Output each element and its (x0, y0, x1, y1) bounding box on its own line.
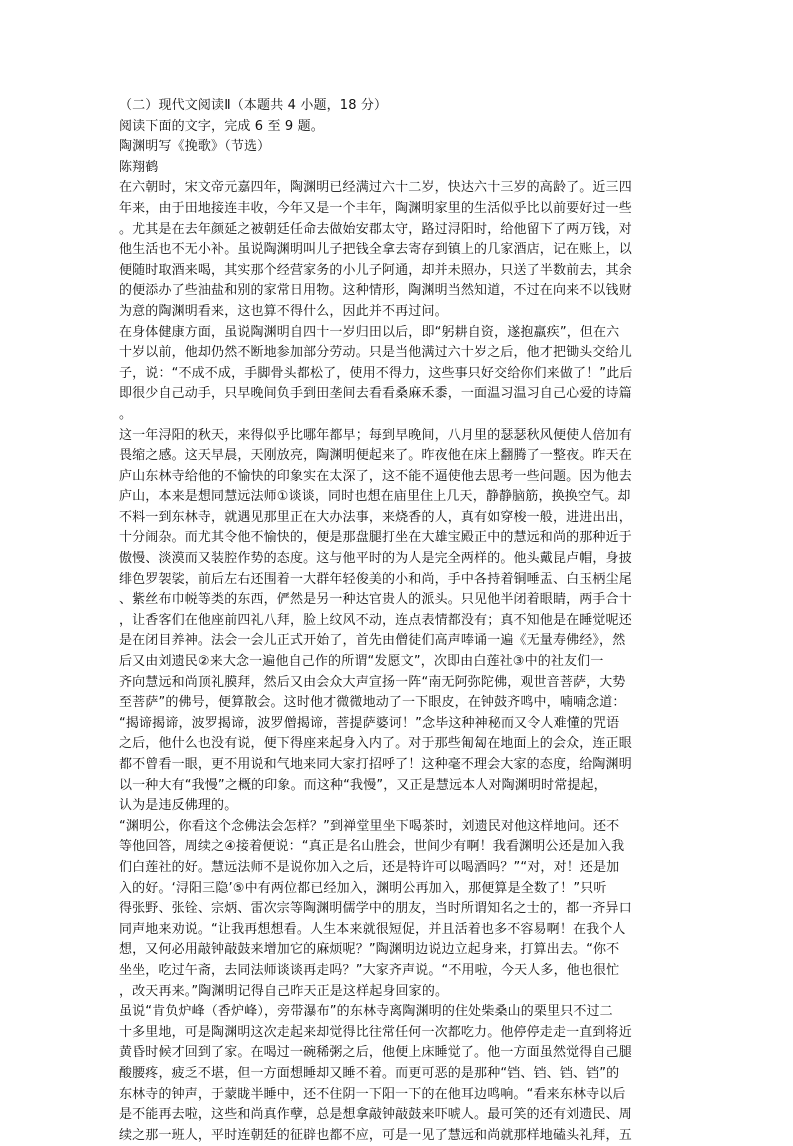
text-line: 们白莲社的好。慧远法师不是说你加入之后，还是特许可以喝酒吗？”“对，对！还是加 (119, 859, 620, 875)
paragraph (119, 817, 675, 1002)
text-line: 是在闭目养神。法会一会儿正式开始了，首先由僧徒们高声唪诵一遍《无量寿佛经》，然 (119, 633, 626, 649)
text-line: 后又由刘遗民②来大念一遍他自己作的所谓“发愿文”，次即由白莲社③中的社友们一 (119, 654, 604, 670)
article-body (119, 178, 675, 1146)
text-line: 、紫丝布巾帨等类的东西，俨然是另一种达官贵人的派头。只见他半闭着眼睛，两手合十 (119, 592, 632, 608)
article-title: 陶渊明写《挽歌》（节选） (119, 139, 271, 155)
text-line: ，改天再来。”陶渊明记得自己昨天正是这样起身回家的。 (119, 983, 449, 999)
text-line: 齐向慧远和尚顶礼膜拜，然后又由会众大声宣扬一阵“南无阿弥陀佛，观世音菩萨，大势 (119, 674, 626, 690)
text-line: 即很少自己动手，只早晚间负手到田垄间去看看桑麻禾黍，一面温习温习自己心爱的诗篇 (119, 386, 632, 402)
text-line: 在身体健康方面，虽说陶渊明自四十一岁归田以后，即“躬耕自资，遂抱羸疾”，但在六 (119, 324, 620, 340)
text-line: 庐山东林寺给他的不愉快的印象实在太深了，这不能不逼使他去思考一些问题。因为他去 (119, 468, 632, 484)
text-line: 东林寺的钟声，于蒙眬半睡中，还不住阴一下阳一下的在他耳边鸣响。“看来东林寺以后 (119, 1086, 626, 1102)
text-line: 认为是违反佛理的。 (119, 798, 238, 814)
text-line: 之后，他什么也没有说，便下得座来起身入内了。对于那些匍匐在地面上的会众，连正眼 (119, 736, 632, 752)
text-line: 十分闹杂。而尤其令他不愉快的，便是那盘腿打坐在大雄宝殿正中的慧远和尚的那种近于 (119, 530, 632, 546)
text-line: 不料一到东林寺，就遇见那里正在大办法事，来烧香的人，真有如穿梭一般，进进出出， (119, 509, 632, 525)
text-line: 子，说：“不成不成，手脚骨头都松了，使用不得力，这些事只好交给你们来做了！”此后 (119, 365, 633, 381)
text-line: 畏缩之感。这天早晨，天刚放亮，陶渊明便起来了。昨夜他在床上翻腾了一整夜。昨天在 (119, 448, 632, 464)
text-line: ，让香客们在他座前四礼八拜，脸上纹风不动，连点表情都没有；真不知他是在睡觉呢还 (119, 612, 632, 628)
text-line: 至菩萨”的佛号，便算散会。这时他才微微地动了一下眼皮，在钟鼓齐鸣中，喃喃念道： (119, 695, 626, 711)
document-page (119, 96, 675, 1146)
text-line: 续之那一班人，平时连朝廷的征辟也都不应，可是一见了慧远和尚就那样地磕头礼拜，五 (119, 1127, 632, 1143)
section-heading: （二）现代文阅读Ⅱ（本题共 4 小题，18 分） (119, 98, 388, 113)
text-line: 坐坐，吃过午斋，去同法师谈谈再走吗？”大家齐声说。“不用啦，今天人多，他也很忙 (119, 962, 620, 978)
text-line: 。尤其是在去年颜延之被朝廷任命去做始安郡太守，路过浔阳时，给他留下了两万钱，对 (119, 221, 632, 237)
text-line: 庐山，本来是想同慧远法师①谈谈，同时也想在庙里住上几天，静静脑筋，换换空气。却 (119, 489, 631, 505)
text-line: 傲慢、淡漠而又装腔作势的态度。这与他平时的为人是完全两样的。他头戴昆卢帽，身披 (119, 551, 632, 567)
text-line: 虽说“肯负炉峰（香炉峰），旁带瀑布”的东林寺离陶渊明的住处柴桑山的栗里只不过二 (119, 1004, 613, 1020)
text-line: 年来，由于田地接连丰收，今年又是一个丰年，陶渊明家里的生活似乎比以前要好过一些 (119, 200, 632, 216)
text-line: 这一年浔阳的秋天，来得似乎比哪年都早；每到早晚间，八月里的瑟瑟秋风便使人倍加有 (119, 427, 632, 443)
text-line: 。 (119, 406, 133, 422)
text-line: 以一种大有“我慢”之概的印象。而这种“我慢”，又正是慧远本人对陶渊明时常提起， (119, 777, 607, 793)
text-line: 入的好。‘浔阳三隐’⑤中有两位都已经加入，渊明公再加入，那便算是全数了！”只听 (119, 880, 607, 896)
text-line: 得张野、张铨、宗炳、雷次宗等陶渊明儒学中的朋友，当时所谓知名之士的，都一齐异口 (119, 901, 632, 917)
text-line: 在六朝时，宋文帝元嘉四年，陶渊明已经满过六十二岁，快达六十三岁的高龄了。近三四 (119, 180, 632, 196)
text-line: 十多里地，可是陶渊明这次走起来却觉得比往常任何一次都吃力。他停停走走一直到将近 (119, 1024, 632, 1040)
text-line: 都不曾看一眼，更不用说和气地来同大家打招呼了！这种毫不理会大家的态度，给陶渊明 (119, 757, 632, 772)
paragraph (119, 178, 675, 322)
paragraph (119, 1002, 675, 1146)
text-line: “渊明公，你看这个念佛法会怎样？”到禅堂里坐下喝茶时，刘遗民对他这样地问。还不 (119, 818, 620, 834)
text-line: 等他回答，周续之④接着便说：“真正是名山胜会，世间少有啊！我看渊明公还是加入我 (119, 839, 625, 855)
text-line: 同声地来劝说。“让我再想想看。人生本来就很短促，并且活着也多不容易啊！在我个人 (119, 921, 626, 937)
text-line: 绯色罗袈裟，前后左右还围着一大群年轻俊美的小和尚，手中各持着铜唾盂、白玉柄尘尾 (119, 571, 632, 587)
text-line: 十岁以前，他却仍然不断地参加部分劳动。只是当他满过六十岁之后，他才把锄头交给儿 (119, 345, 632, 361)
text-line: 想，又何必用敲钟敲鼓来增加它的麻烦呢？”陶渊明边说边立起身来，打算出去。“你不 (119, 942, 620, 958)
paragraph (119, 323, 675, 426)
paragraph (119, 426, 675, 817)
text-line: 黄昏时候才回到了家。在喝过一碗稀粥之后，他便上床睡觉了。他一方面虽然觉得自己腿 (119, 1045, 632, 1061)
text-line: 酸腰疼，疲乏不堪，但一方面想睡却又睡不着。而更可恶的是那种“铛、铛、铛、铛”的 (119, 1065, 620, 1081)
text-line: 是不能再去啦，这些和尚真作孽，总是想拿敲钟敲鼓来吓唬人。最可笑的还有刘遗民、周 (119, 1107, 632, 1123)
text-line: 便随时取酒来喝，其实那个经营家务的小儿子阿通，却并未照办，只送了半数前去，其余 (119, 262, 632, 278)
text-line: 为意的陶渊明看来，这也算不得什么，因此并不再过问。 (119, 303, 448, 319)
text-line: “揭谛揭谛，波罗揭谛，波罗僧揭谛，菩提萨婆诃！”念毕这种神秘而又令人难懂的咒语 (119, 715, 620, 731)
text-line: 他生活也不无小补。虽说陶渊明叫儿子把钱全拿去寄存到镇上的几家酒店，记在账上，以 (119, 242, 632, 258)
author-name: 陈翔鹤 (119, 159, 159, 175)
instruction-text: 阅读下面的文字，完成 6 至 9 题。 (119, 118, 324, 134)
text-line: 的便添办了些油盐和别的家常日用物。这种情形，陶渊明当然知道，不过在向来不以钱财 (119, 283, 632, 299)
